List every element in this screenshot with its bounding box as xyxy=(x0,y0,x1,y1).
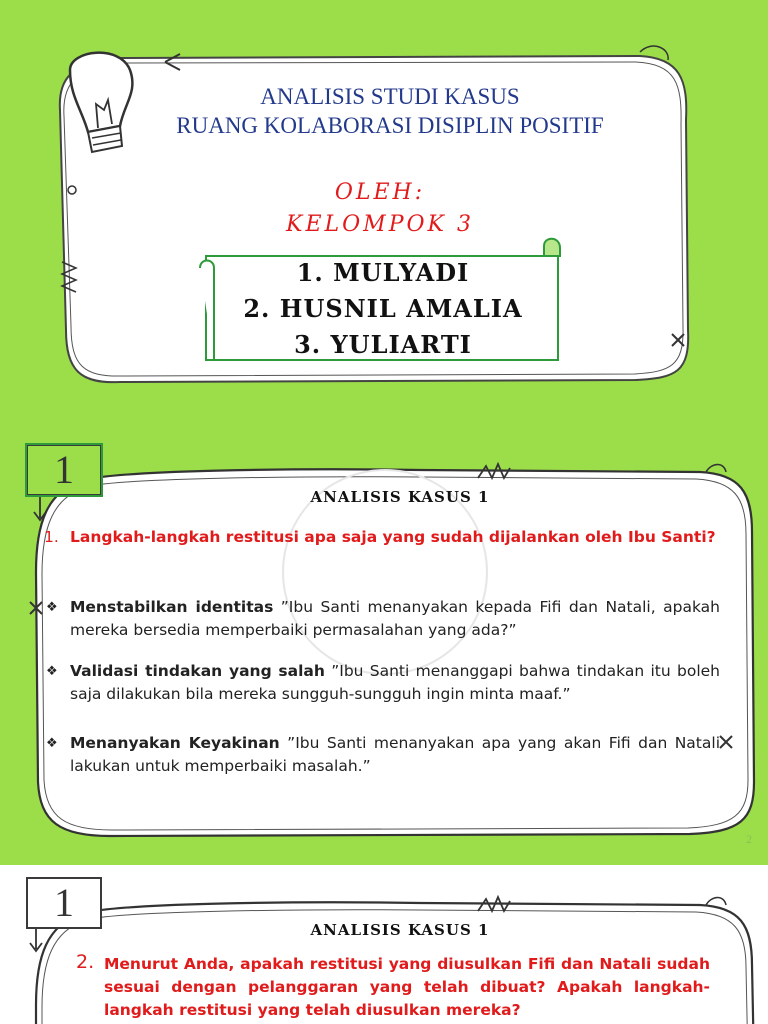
list-item xyxy=(46,660,720,706)
member-1: 1. MULYADI xyxy=(296,258,470,287)
case-analysis-slide-1 xyxy=(0,422,768,865)
section-number-badge: 1 xyxy=(26,444,102,496)
member-3: 3. YULIARTI xyxy=(294,330,472,359)
list-item xyxy=(46,596,720,642)
question-text: Langkah-langkah restitusi apa saja yang sudah dijalankan oleh Ibu Santi? xyxy=(70,528,716,546)
bullet-lead: Menstabilkan identitas xyxy=(70,598,274,616)
section-heading: ANALISIS KASUS 1 xyxy=(310,488,490,506)
question-1 xyxy=(44,526,720,549)
title-line-2: RUANG KOLABORASI DISIPLIN POSITIF xyxy=(176,113,604,138)
bullet-lead: Validasi tindakan yang salah xyxy=(70,662,325,680)
group-label: KELOMPOK 3 xyxy=(286,212,474,237)
section-number-badge: 1 xyxy=(26,877,102,929)
diamond-bullet-icon: ❖ xyxy=(46,600,58,615)
member-2: 2. HUSNIL AMALIA xyxy=(243,294,523,323)
bullet-lead: Menanyakan Keyakinan xyxy=(70,734,280,752)
bullet-text: ”Ibu Santi menanyakan apa yang akan Fifi dan Natali lakukan untuk memperbaiki masalah.” xyxy=(70,734,720,775)
title-line-1: ANALISIS STUDI KASUS xyxy=(260,84,520,109)
page-number: 2 xyxy=(746,832,752,846)
question-number: 1. xyxy=(44,528,59,546)
question-number: 2. xyxy=(76,951,95,973)
diamond-bullet-icon: ❖ xyxy=(46,664,58,679)
by-label: OLEH: xyxy=(334,180,426,205)
section-heading: ANALISIS KASUS 1 xyxy=(310,921,490,939)
diamond-bullet-icon: ❖ xyxy=(46,736,58,751)
bullet-text: ”Ibu Santi menanggapi bahwa tindakan itu boleh saja dilakukan bila mereka sungguh-sungguh ingin minta maaf.” xyxy=(70,662,720,703)
question-2 xyxy=(76,953,710,1022)
bullet-text: ”Ibu Santi menanyakan kepada Fifi dan Natali, apakah mereka bersedia memperbaiki permasalahan yang ada?” xyxy=(70,598,720,639)
case-analysis-slide-2 xyxy=(0,865,768,1024)
list-item xyxy=(46,732,720,778)
question-text: Menurut Anda, apakah restitusi yang diusulkan Fifi dan Natali sudah sesuai dengan pelanggaran yang telah dibuat? Apakah langkah-langkah restitusi yang telah diusulkan mereka? xyxy=(104,955,710,1019)
title-slide xyxy=(0,0,768,422)
